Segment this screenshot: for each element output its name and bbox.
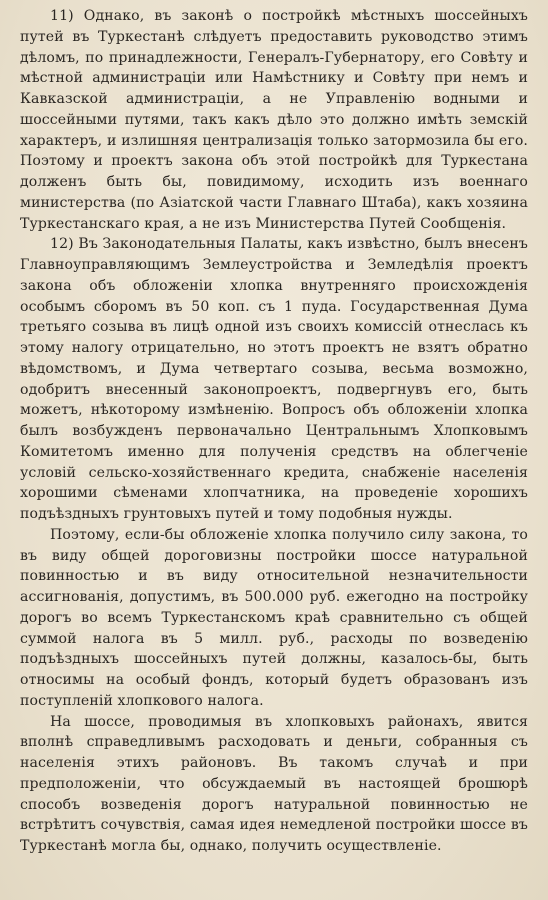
paragraph-12: 12) Въ Законодательныя Палаты, какъ извѣстно, былъ внесенъ Главноуправляющимъ Землеустройства и Земледѣлія проектъ закона объ обложеніи хлопка внутренняго происхожденія особымъ сборомъ въ 50 коп. съ 1 пуда. Государственная Дума третьяго созыва въ лицѣ одной изъ своихъ комиссій отнеслась къ этому налогу отрицательно, но этотъ проектъ не взятъ обратно вѣдомствомъ, и Дума четвертаго созыва, весьма возможно, одобритъ внесенный законопроектъ, подвергнувъ его, быть можетъ, нѣкоторому измѣненію. Вопросъ объ обложеніи хлопка былъ возбужденъ первоначально Центральнымъ Хлопковымъ Комитетомъ именно для полученія средствъ на облегченіе условій сельско-хозяйственнаго кредита, снабженіе населенія хорошими сѣменами хлопчатника, на проведеніе хорошихъ подъѣздныхъ грунтовыхъ путей и тому подобныя нужды. [20, 236, 528, 522]
paragraph-11: 11) Однако, въ законѣ о постройкѣ мѣстныхъ шоссейныхъ путей въ Туркестанѣ слѣдуетъ предоставить руководство этимъ дѣломъ, по принадлежности, Генералъ-Губернатору, его Совѣту и мѣстной администраціи или Намѣстнику и Совѣту при немъ и Кавказской администраціи, а не Управленію водными и шоссейными путями, такъ какъ дѣло это должно имѣть земскій характеръ, и излишняя централизація только затормозила бы его. Поэтому и проектъ закона объ этой постройкѣ для Туркестана долженъ быть бы, повидимому, исходить изъ военнаго министерства (по Азіатской части Главнаго Штаба), какъ хозяина Туркестанскаго края, а не изъ Министерства Путей Сообщенія. [20, 8, 528, 232]
paragraph-conclusion: На шоссе, проводимыя въ хлопковыхъ районахъ, явится вполнѣ справедливымъ расходовать и деньги, собранныя съ населенія этихъ районовъ. Въ такомъ случаѣ и при предположеніи, что обсуждаемый въ настоящей брошюрѣ способъ возведенія дорогъ натуральной повинностью не встрѣтитъ сочувствія, самая идея немедленой постройки шоссе въ Туркестанѣ могла бы, однако, получить осуществленіе. [20, 713, 528, 854]
paragraph-cotton-tax-fund: Поэтому, если-бы обложеніе хлопка получило силу закона, то въ виду общей дороговизны постройки шоссе натуральной повинностью и въ виду относительной незначительности ассигнованія, допустимъ, въ 500.000 руб. ежегодно на постройку дорогъ во всемъ Туркестанскомъ краѣ сравнительно съ общей суммой налога въ 5 милл. руб., расходы по возведенію подъѣздныхъ шоссейныхъ путей должны, казалось-бы, быть относимы на особый фондъ, который будетъ образованъ изъ поступленій хлопкового налога. [20, 526, 528, 709]
